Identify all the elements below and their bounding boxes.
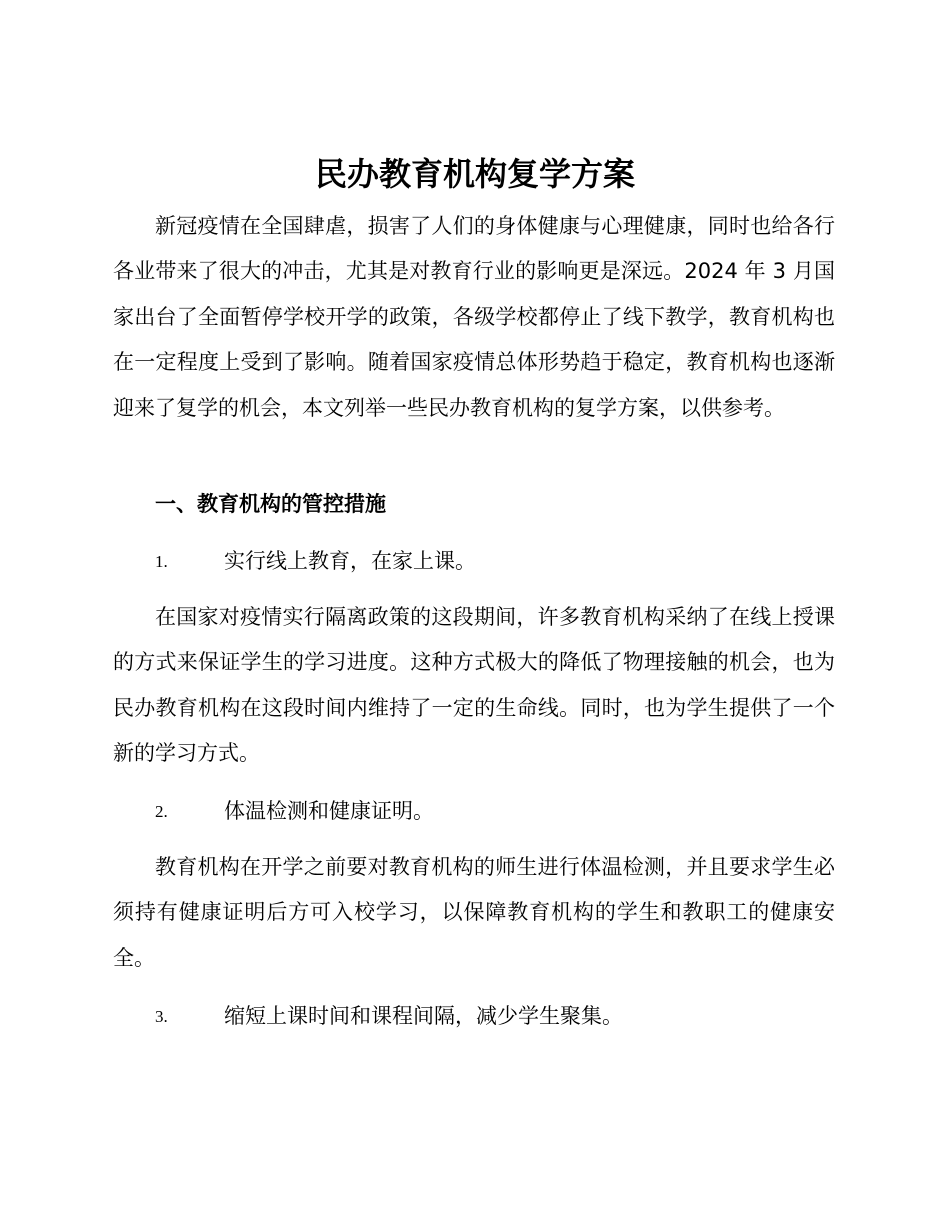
list-item-title: 实行线上教育，在家上课。 xyxy=(224,549,476,573)
section-heading: 一、教育机构的管控措施 xyxy=(155,492,386,516)
list-item xyxy=(155,796,835,826)
intro-paragraph: 新冠疫情在全国肆虐，损害了人们的身体健康与心理健康，同时也给各行各业带来了很大的冲击，尤其是对教育行业的影响更是深远。2024 年 3 月国家出台了全面暂停学校开学的政策，各级学校都停止了线下教学，教育机构也在一定程度上受到了影响。随着国家疫情总体形势趋于稳定，教育机构也逐渐迎来了复学的机会，本文列举一些民办教育机构的复学方案，以供参考。 xyxy=(113,214,835,420)
list-item-number: 1. xyxy=(155,552,168,571)
list-item-number: 2. xyxy=(155,802,168,821)
list-item-title: 体温检测和健康证明。 xyxy=(224,799,434,823)
list-item xyxy=(155,546,835,576)
document-title: 民办教育机构复学方案 xyxy=(314,155,635,193)
list-item-number: 3. xyxy=(155,1007,168,1026)
item-body-paragraph: 教育机构在开学之前要对教育机构的师生进行体温检测，并且要求学生必须持有健康证明后方可入校学习，以保障教育机构的学生和教职工的健康安全。 xyxy=(113,855,835,970)
list-item-title: 缩短上课时间和课程间隔，减少学生聚集。 xyxy=(224,1004,623,1028)
item-body-paragraph: 在国家对疫情实行隔离政策的这段期间，许多教育机构采纳了在线上授课的方式来保证学生的学习进度。这种方式极大的降低了物理接触的机会，也为民办教育机构在这段时间内维持了一定的生命线。同时，也为学生提供了一个新的学习方式。 xyxy=(113,605,835,766)
list-item xyxy=(155,1001,835,1031)
